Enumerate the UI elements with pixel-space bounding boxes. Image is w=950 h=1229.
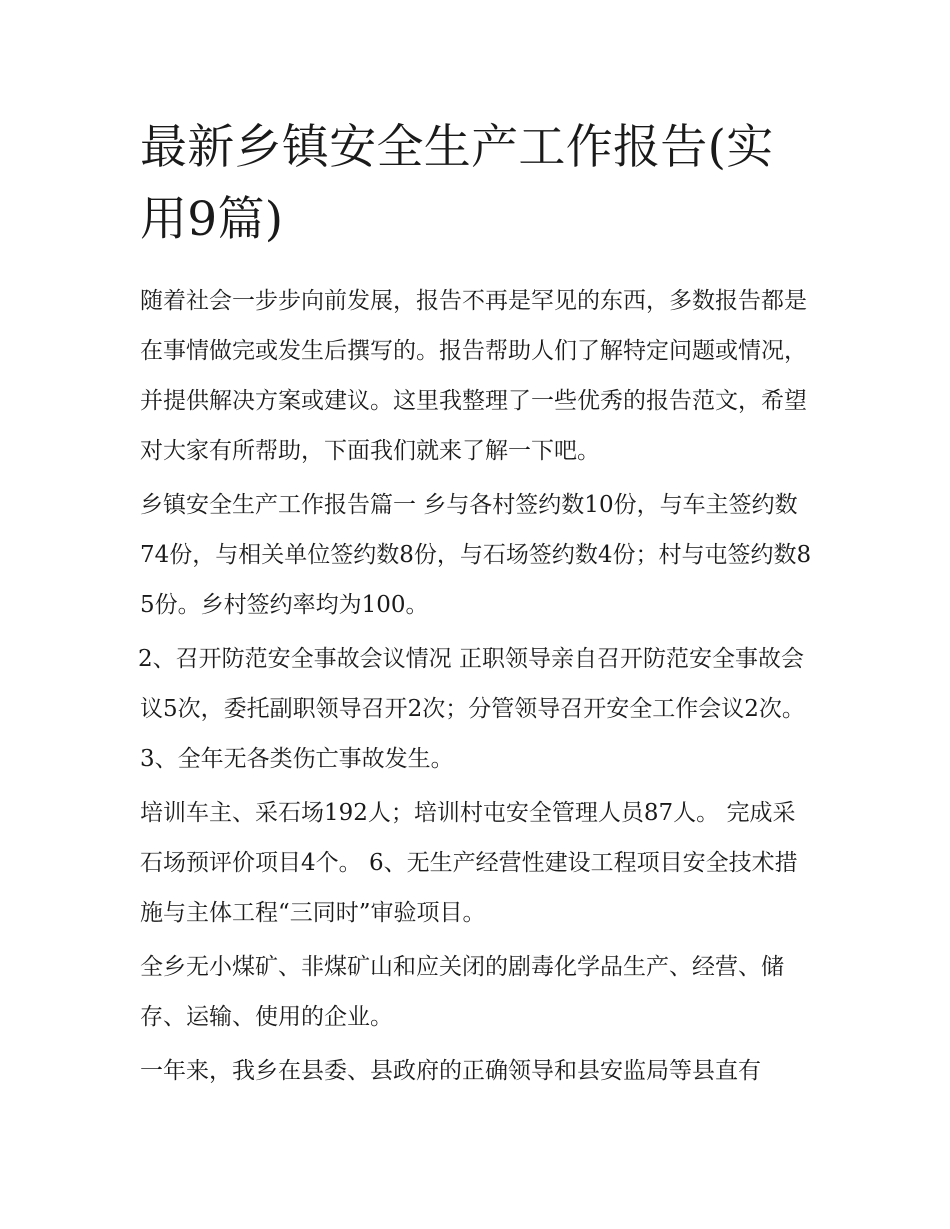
- intro-paragraph: 随着社会一步步向前发展，报告不再是罕见的东西，多数报告都是在事情做完或发生后撰写的。报告帮助人们了解特定问题或情况，并提供解决方案或建议。这里我整理了一些优秀的报告范文，希望对大家有所帮助，下面我们就来了解一下吧。: [140, 288, 807, 464]
- body-paragraph-1: 乡镇安全生产工作报告篇一 乡与各村签约数10份，与车主签约数74份，与相关单位签约数8份，与石场签约数4份；村与屯签约数85份。乡村签约率均为100。: [140, 492, 812, 618]
- document-title: 最新乡镇安全生产工作报告(实用9篇): [140, 120, 774, 247]
- body-paragraph-2: 2、召开防范安全事故会议情况 正职领导亲自召开防范安全事故会议5次，委托副职领导召开2次；分管领导召开安全工作会议2次。 3、全年无各类伤亡事故发生。: [138, 646, 805, 772]
- document-page: [140, 112, 812, 1096]
- body-paragraph-5: 一年来，我乡在县委、县政府的正确领导和县安监局等县直有: [140, 1058, 761, 1084]
- body-paragraph-3: 培训车主、采石场192人；培训村屯安全管理人员87人。 完成采石场预评价项目4个。 6、无生产经营性建设工程项目安全技术措施与主体工程“三同时”审验项目。: [140, 800, 798, 926]
- body-paragraph-4: 全乡无小煤矿、非煤矿山和应关闭的剧毒化学品生产、经营、储存、运输、使用的企业。: [140, 954, 784, 1030]
